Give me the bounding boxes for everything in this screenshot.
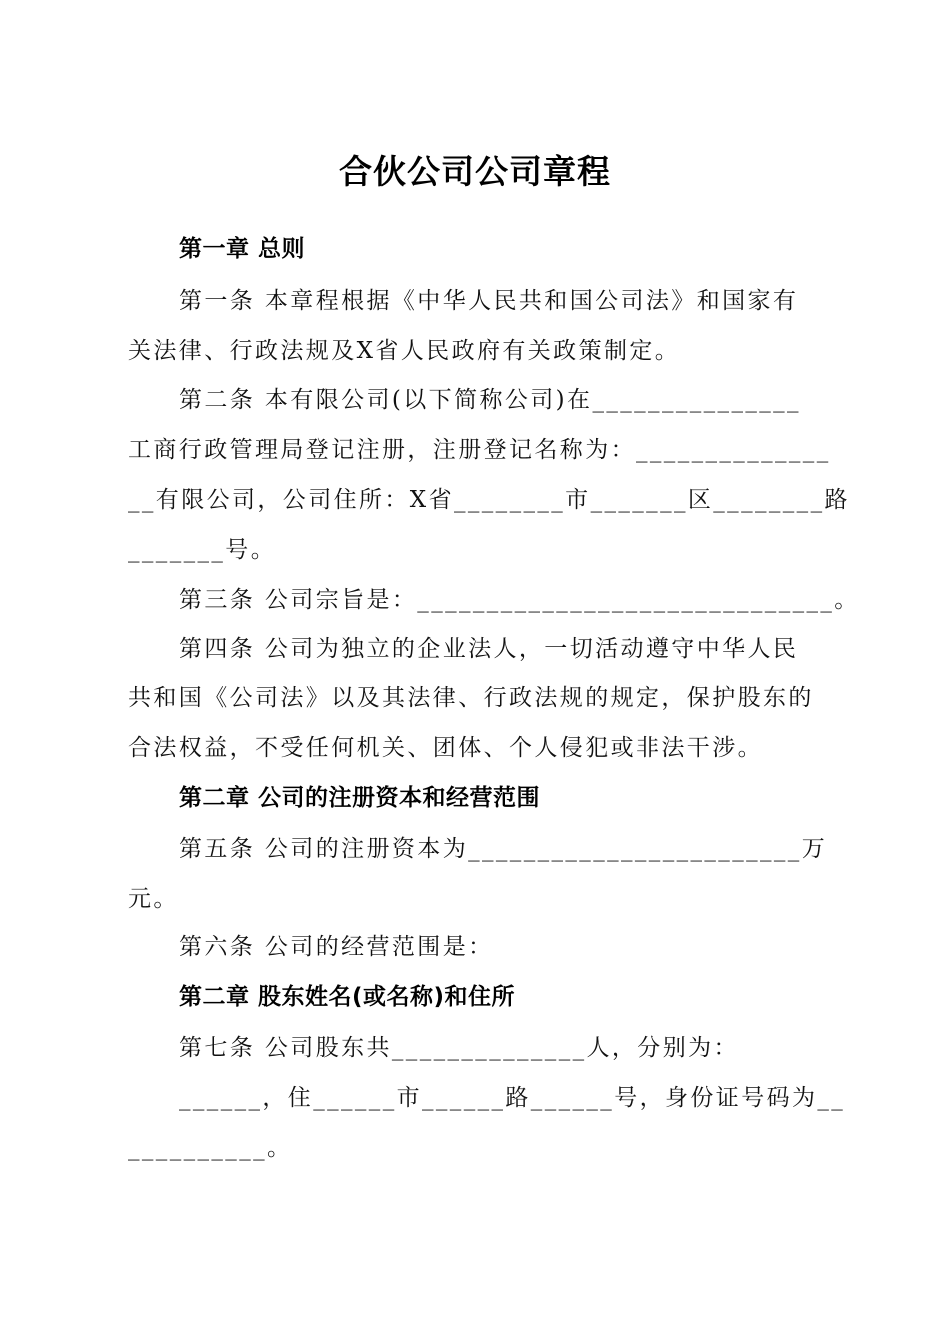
article-7-line-3: __________。 — [128, 1135, 293, 1161]
article-7-line-1: 第七条 公司股东共______________人，分别为： — [179, 1035, 739, 1061]
article-6-line-1: 第六条 公司的经营范围是： — [179, 934, 494, 960]
article-2-line-1: 第二条 本有限公司(以下简称公司)在_______________ — [179, 387, 801, 413]
chapter-heading-3: 第二章 股东姓名(或名称)和住所 — [179, 984, 516, 1010]
document-title: 合伙公司公司章程 — [339, 152, 611, 191]
article-1-line-2: 关法律、行政法规及X省人民政府有关政策制定。 — [128, 338, 681, 364]
chapter-heading-2: 第二章 公司的注册资本和经营范围 — [179, 785, 541, 811]
chapter-heading-1: 第一章 总则 — [179, 236, 306, 262]
article-4-line-1: 第四条 公司为独立的企业法人，一切活动遵守中华人民 — [179, 636, 799, 662]
article-2-line-3: __有限公司，公司住所：X省________市_______区________路 — [128, 487, 850, 513]
article-4-line-2: 共和国《公司法》以及其法律、行政法规的规定，保护股东的 — [128, 685, 814, 711]
article-1-line-1: 第一条 本章程根据《中华人民共和国公司法》和国家有 — [179, 288, 799, 314]
article-2-line-4: _______号。 — [128, 537, 277, 563]
article-3-line-1: 第三条 公司宗旨是：______________________________。 — [179, 587, 860, 613]
article-7-line-2: ______，住______市______路______号，身份证号码为__ — [179, 1085, 846, 1111]
article-2-line-2: 工商行政管理局登记注册，注册登记名称为：______________ — [128, 437, 831, 463]
article-4-line-3: 合法权益，不受任何机关、团体、个人侵犯或非法干涉。 — [128, 735, 763, 761]
article-5-line-2: 元。 — [128, 886, 179, 912]
article-5-line-1: 第五条 公司的注册资本为________________________万 — [179, 836, 828, 862]
